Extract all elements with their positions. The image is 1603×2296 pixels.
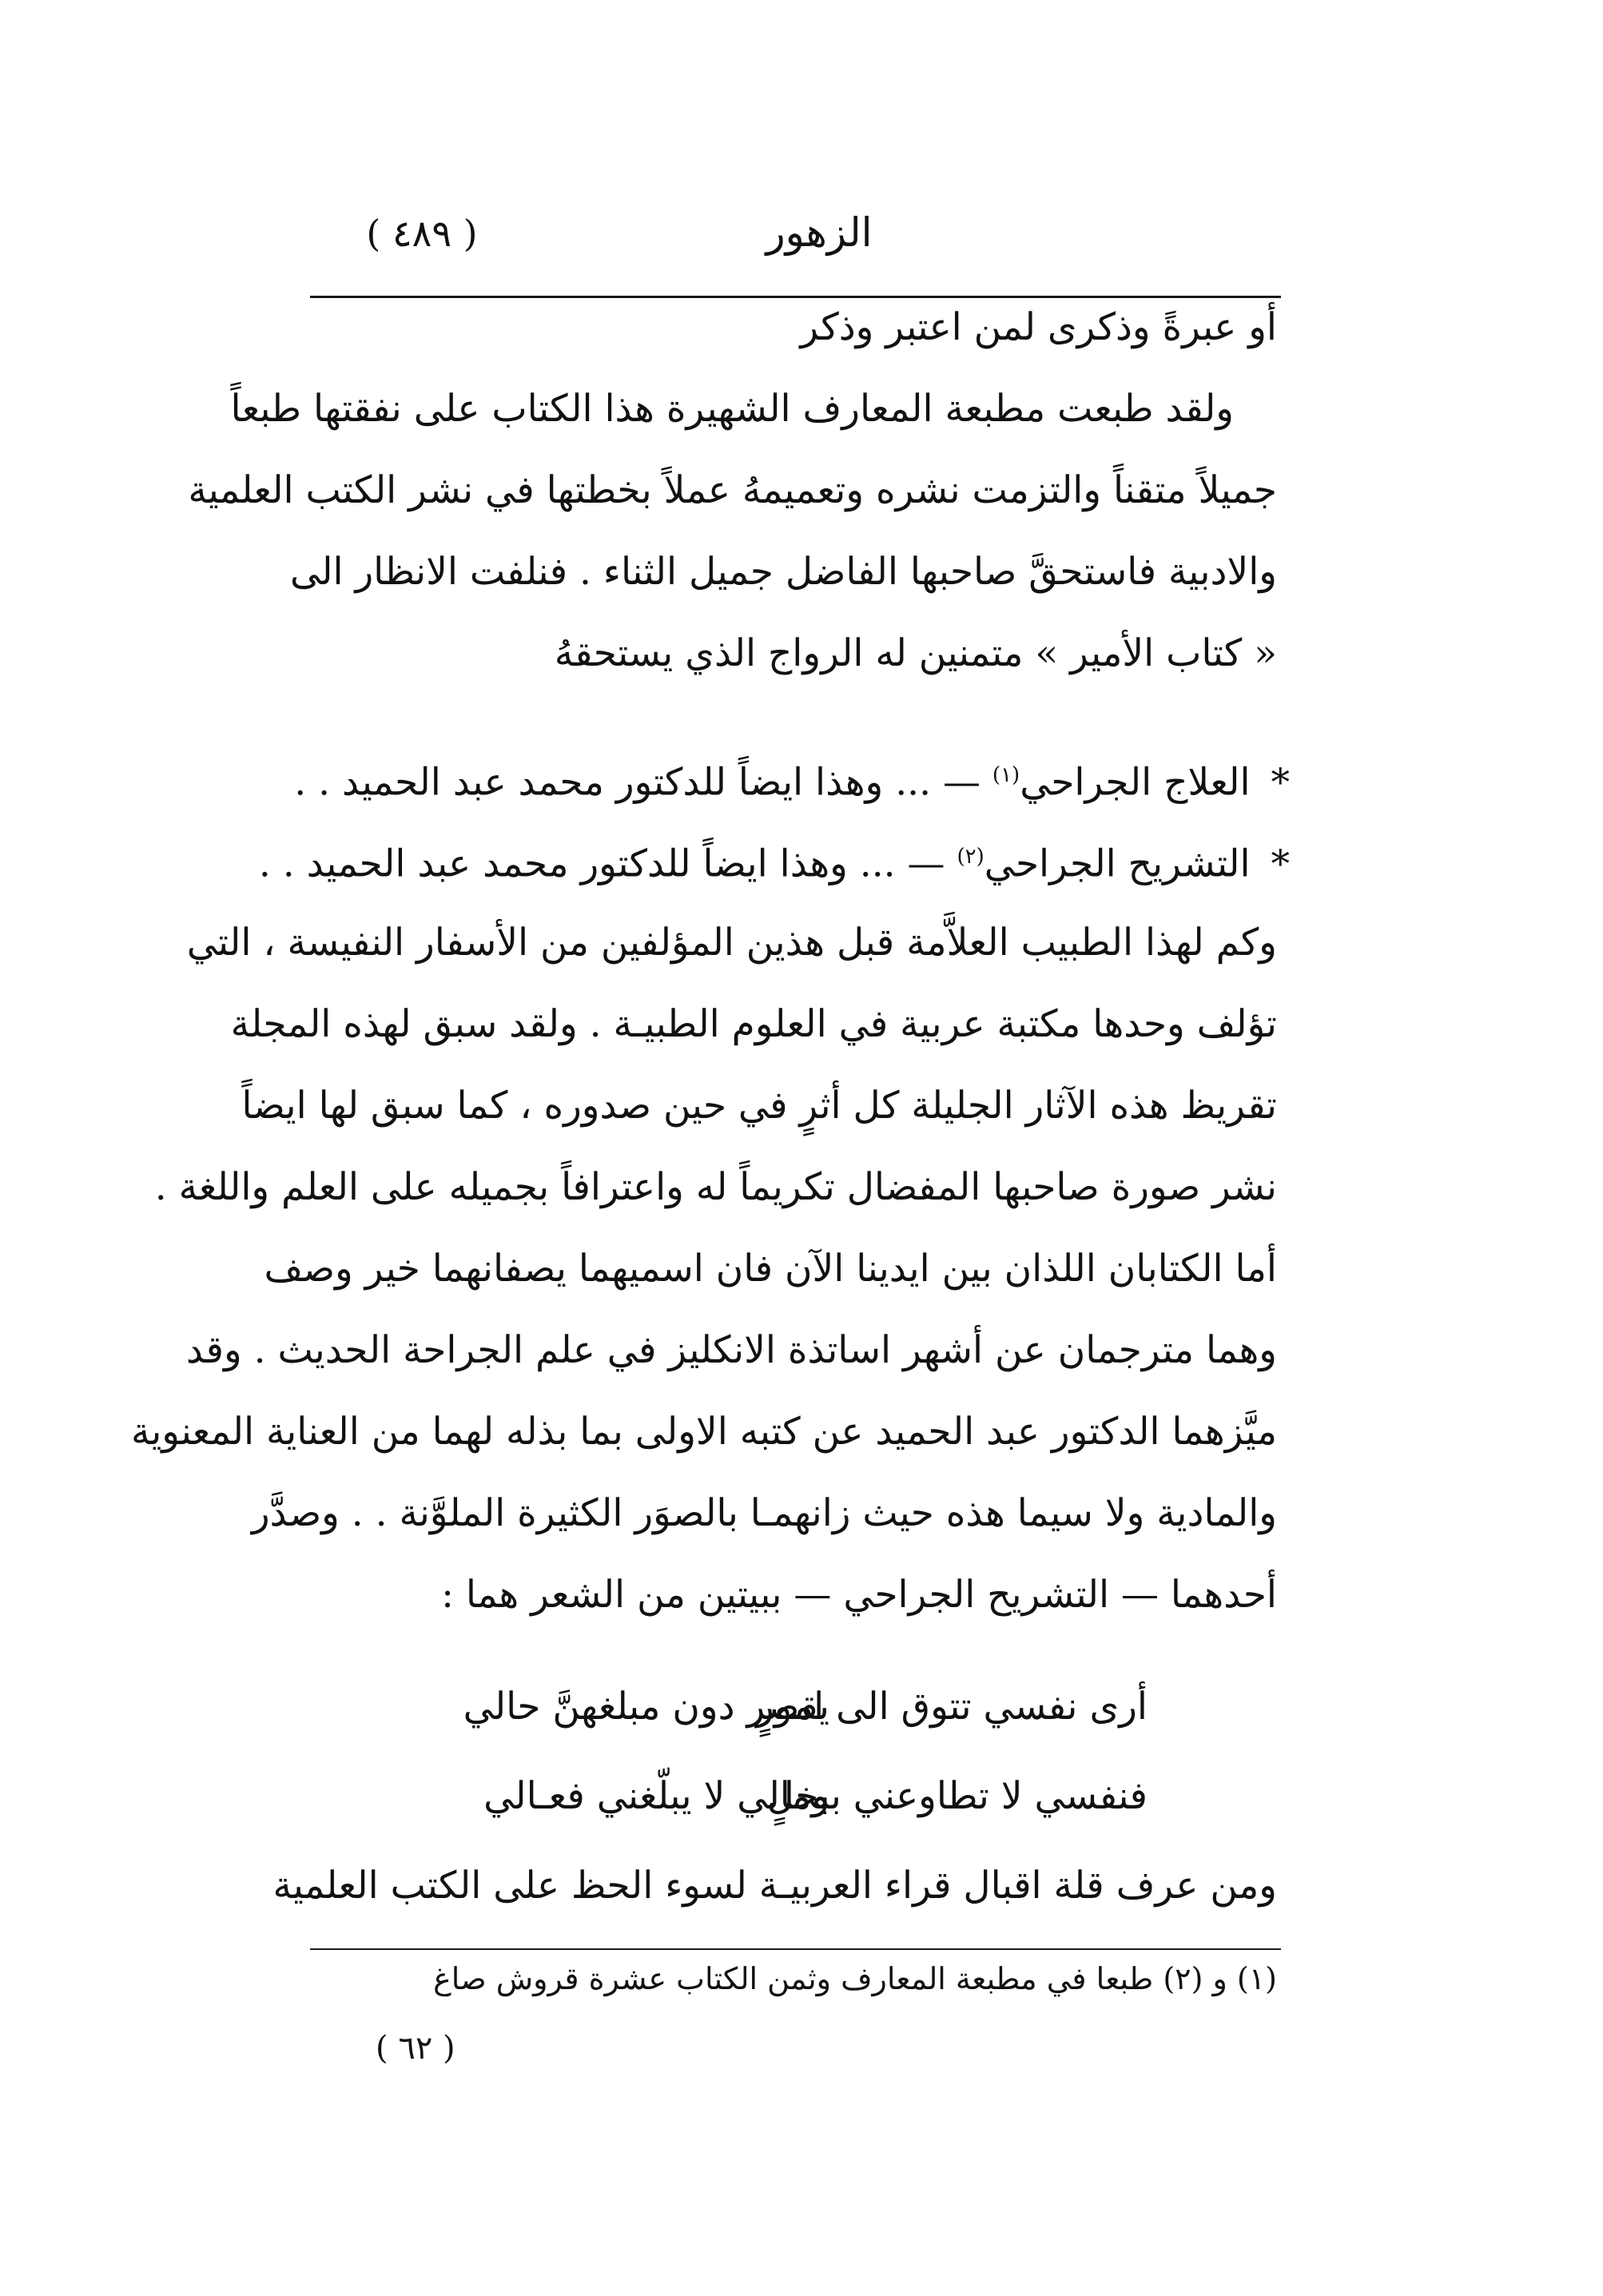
verse-second-hemistich: يقصر دون مبلغهنَّ حالي	[463, 1685, 829, 1729]
text-line: ميَّزهما الدكتور عبد الحميد عن كتبه الاولى بما بذله لهما من العناية المعنوية	[131, 1410, 1277, 1454]
text-line: تقريظ هذه الآثار الجليلة كل أثرٍ في حين صدوره ، كما سبق لها ايضاً	[241, 1084, 1277, 1128]
bullet-title: التشريح الجراحي	[984, 842, 1251, 886]
text-line: جميلاً متقناً والتزمت نشره وتعميمهُ عملاً بخطتها في نشر الكتب العلمية	[188, 468, 1277, 512]
verse-second-hemistich: ومالي لا يبلّغني فعـالي	[483, 1774, 829, 1818]
bullet-marker: *	[1271, 842, 1290, 886]
text-line: « كتاب الأمير » متمنين له الرواج الذي يستحقهُ	[554, 631, 1277, 675]
header-rule	[310, 296, 1281, 298]
text-line: أما الكتابان اللذان بين ايدينا الآن فان اسميهما يصفانهما خير وصف	[264, 1247, 1277, 1291]
running-header-title: الزهور	[766, 209, 873, 256]
footnote-rule	[310, 1948, 1281, 1950]
bullet-item	[294, 751, 1290, 807]
text-line: نشر صورة صاحبها المفضال تكريماً له واعترافاً بجميله على العلم واللغة .	[154, 1165, 1277, 1209]
footnote-ref: (٢)	[957, 845, 984, 869]
text-line: ولقد طبعت مطبعة المعارف الشهيرة هذا الكتاب على نفقتها طبعاً	[230, 387, 1234, 431]
text-line: وهما مترجمان عن أشهر اساتذة الانكليز في علم الجراحة الحديث . وقد	[185, 1328, 1277, 1372]
text-line: وكم لهذا الطبيب العلاَّمة قبل هذين المؤلفين من الأسفار النفيسة ، التي	[186, 921, 1277, 965]
text-line: أحدهما — التشريح الجراحي — ببيتين من الشعر هما :	[441, 1573, 1277, 1617]
verse-first-hemistich: أرى نفسي تتوق الى امورٍ	[755, 1685, 1148, 1729]
bullet-item	[259, 833, 1290, 889]
footnote: (١) و (٢) طبعا في مطبعة المعارف وثمن الكتاب عشرة قروش صاغ	[433, 1961, 1277, 1996]
bullet-marker: *	[1271, 760, 1290, 805]
page-number: ( ٤٨٩ )	[366, 212, 478, 255]
text-line: أو عبرةً وذكرى لمن اعتبر وذكر	[800, 305, 1277, 349]
text-line: والمادية ولا سيما هذه حيث زانهمـا بالصوَر الكثيرة الملوَّنة . . وصدَّر	[251, 1491, 1277, 1535]
text-line: والادبية فاستحقَّ صاحبها الفاضل جميل الثناء . فنلفت الانظار الى	[289, 550, 1277, 594]
footnote-ref: (١)	[992, 763, 1020, 787]
text-line: تؤلف وحدها مكتبة عربية في العلوم الطبيـة . ولقد سبق لهذه المجلة	[230, 1002, 1277, 1046]
text-line: ومن عرف قلة اقبال قراء العربيـة لسوء الحظ على الكتب العلمية	[272, 1864, 1277, 1908]
verse-first-hemistich: فنفسي لا تطاوعني ببخلٍ	[766, 1774, 1148, 1818]
bullet-text: — ... وهذا ايضاً للدكتور محمد عبد الحميد . .	[258, 842, 945, 886]
signature-number: ( ٦٢ )	[376, 2030, 455, 2067]
bullet-title: العلاج الجراحي	[1020, 760, 1251, 805]
bullet-text: — ... وهذا ايضاً للدكتور محمد عبد الحميد . .	[294, 760, 980, 805]
